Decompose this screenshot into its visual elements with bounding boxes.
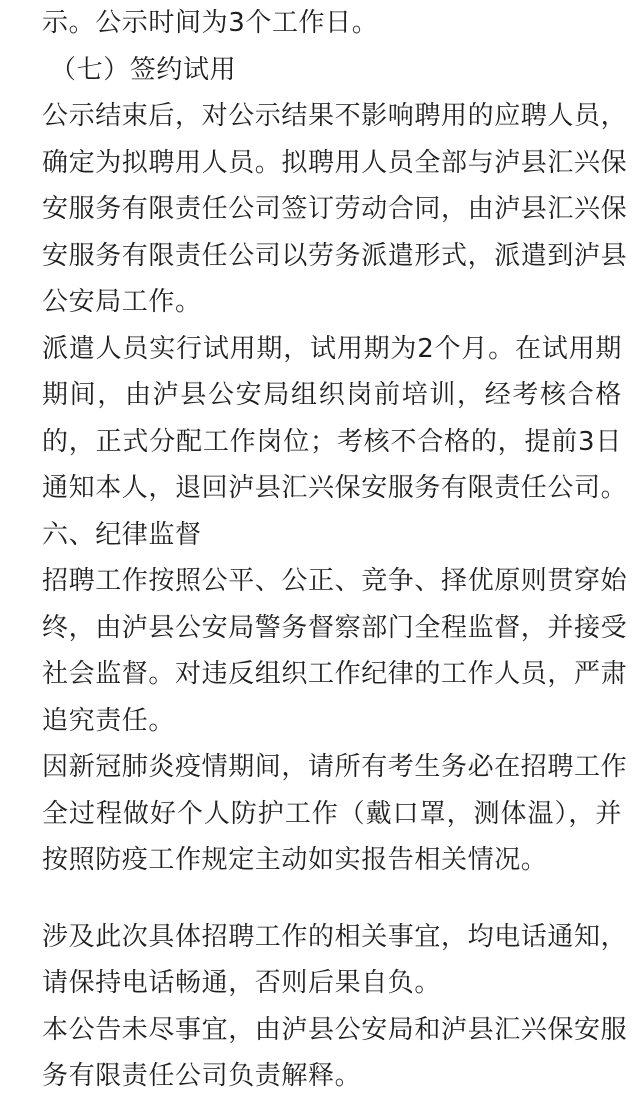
text-line: 招聘工作按照公平、公正、竞争、择优原则贯穿始 (42, 566, 628, 596)
text-line: 期间，由泸县公安局组织岗前培训，经考核合格 (42, 380, 622, 410)
text-line: 安服务有限责任公司以劳务派遣形式，派遣到泸县 (42, 240, 628, 271)
section-heading: 六、纪律监督 (42, 519, 202, 550)
text-line: 因新冠肺炎疫情期间，请所有考生务必在招聘工作 (42, 752, 628, 782)
text-line: 社会监督。对违反组织工作纪律的工作人员，严肃 (42, 659, 628, 689)
text-line: 终，由泸县公安局警务督察部门全程监督，并接受 (42, 612, 628, 643)
text-line: 务有限责任公司负责解释。 (42, 1061, 362, 1091)
text-line: 公示结束后，对公示结果不影响聘用的应聘人员， (42, 101, 628, 131)
text-line: 派遣人员实行试用期，试用期为2个月。在试用期 (42, 333, 622, 364)
text-line: 示。公示时间为3个工作日。 (42, 8, 379, 38)
text-line: 本公告未尽事宜，由泸县公安局和泸县汇兴保安服 (42, 1014, 628, 1045)
text-line: 按照防疫工作规定主动如实报告相关情况。 (42, 845, 548, 875)
text-line: 公安局工作。 (42, 287, 202, 317)
text-line: 请保持电话畅通，否则后果自负。 (42, 968, 442, 998)
text-line: 的，正式分配工作岗位；考核不合格的，提前3日 (42, 426, 622, 457)
section-heading: （七）签约试用 (50, 54, 237, 85)
text-line: 确定为拟聘用人员。拟聘用人员全部与泸县汇兴保 (42, 147, 628, 178)
text-line: 全过程做好个人防护工作（戴口罩，测体温），并 (42, 798, 622, 829)
text-line: 涉及此次具体招聘工作的相关事宜，均电话通知， (42, 921, 628, 952)
text-line: 追究责任。 (42, 705, 176, 736)
text-line: 安服务有限责任公司签订劳动合同，由泸县汇兴保 (42, 194, 628, 224)
text-line: 通知本人，退回泸县汇兴保安服务有限责任公司。 (42, 473, 628, 503)
